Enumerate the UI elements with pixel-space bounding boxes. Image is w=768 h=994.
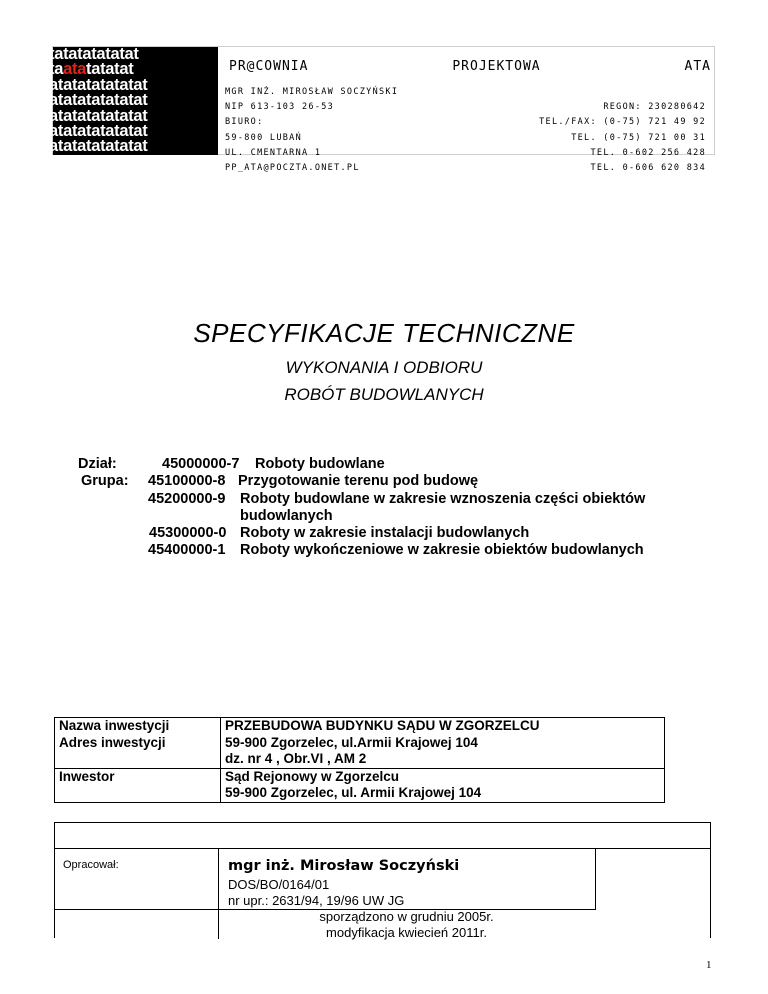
phone-1: TEL. (0-75) 721 00 31 — [571, 132, 706, 143]
logo-row: tatatatatatat — [49, 45, 139, 63]
office-label: BIURO: — [225, 117, 264, 128]
code-number: 45200000-9 — [148, 490, 226, 507]
company-name — [229, 59, 711, 74]
logo-row: atatatatatatat — [49, 137, 148, 156]
divider — [595, 849, 596, 909]
table-cell — [221, 768, 665, 802]
letterhead-contact-left — [225, 85, 398, 176]
logo-row: atatatatatatat — [49, 91, 148, 110]
table-row — [55, 718, 665, 769]
table-cell — [55, 768, 221, 802]
code-text: Przygotowanie terenu pod budowę — [238, 473, 479, 490]
page-number: 1 — [706, 959, 712, 971]
nip-number: NIP 613-103 26-53 — [225, 102, 335, 113]
logo-row: atatatatatatat — [49, 122, 148, 141]
investor-name: Sąd Rejonowy w Zgorzelcu — [225, 768, 400, 784]
table-header-row — [55, 823, 710, 849]
modified-date: modyfikacja kwiecień 2011r. — [326, 925, 487, 940]
blank-line — [539, 85, 706, 100]
dzial-label: Dział: — [78, 456, 117, 472]
ata-logo — [49, 45, 218, 156]
table-cell — [221, 718, 665, 769]
prepared-by-label: Opracował: — [63, 859, 119, 871]
prepared-date: sporządzono w grudniu 2005r. — [319, 909, 494, 924]
table-cell — [55, 718, 221, 769]
logo-row: atatatatatatat — [49, 75, 148, 94]
name-label: Nazwa inwestycji — [59, 718, 170, 733]
document-subtitle-2: ROBÓT BUDOWLANYCH — [284, 385, 484, 404]
office-city: 59-800 LUBAŃ — [225, 132, 303, 143]
letterhead-contact-right — [539, 85, 706, 176]
address-label: Adres inwestycji — [59, 734, 166, 750]
author-license-1: DOS/BO/0164/01 — [228, 877, 330, 892]
investment-table — [54, 717, 665, 803]
logo-row: atatatatatatat — [49, 106, 148, 125]
phone-fax: TEL./FAX: (0-75) 721 49 92 — [539, 117, 706, 128]
code-number: 45000000-7 — [162, 456, 240, 472]
table-row — [55, 768, 665, 802]
office-email: PP_ATA@POCZTA.ONET.PL — [225, 162, 360, 173]
code-text: Roboty budowlane w zakresie wznoszenia części obiektów — [240, 490, 646, 507]
owner-name: MGR INŻ. MIROSŁAW SOCZYŃSKI — [225, 87, 399, 97]
company-name-word: ATA — [684, 59, 711, 74]
regon-number: REGON: 230280642 — [603, 102, 706, 113]
grupa-label: Grupa: — [81, 473, 129, 490]
code-number: 45300000-0 — [149, 525, 227, 542]
prepared-by-table — [54, 822, 711, 938]
company-name-word: PR@COWNIA — [229, 59, 309, 74]
logo-row-highlight: taatatatatat — [49, 60, 134, 79]
document-title: SPECYFIKACJE TECHNICZNE — [193, 318, 575, 348]
investment-address-1: 59-900 Zgorzelec, ul.Armii Krajowej 104 — [225, 734, 478, 750]
code-text: Roboty w zakresie instalacji budowlanych — [240, 525, 530, 542]
letterhead — [49, 45, 715, 173]
author-name: mgr inż. Mirosław Soczyński — [228, 858, 460, 874]
phone-3: TEL. 0-606 620 834 — [590, 162, 706, 173]
investment-name: PRZEBUDOWA BUDYNKU SĄDU W ZGORZELCU — [225, 718, 540, 733]
investor-label: Inwestor — [59, 768, 115, 784]
code-text: budowlanych — [240, 507, 333, 524]
code-number: 45400000-1 — [148, 542, 226, 559]
code-text: Roboty budowlane — [255, 456, 385, 472]
investment-address-2: dz. nr 4 , Obr.VI , AM 2 — [225, 751, 367, 766]
office-street: UL. CMENTARNA 1 — [225, 147, 322, 158]
company-name-word: PROJEKTOWA — [452, 59, 541, 74]
author-license-2: nr upr.: 2631/94, 19/96 UW JG — [228, 893, 405, 908]
code-number: 45100000-8 — [148, 473, 226, 490]
investor-address: 59-900 Zgorzelec, ul. Armii Krajowej 104 — [225, 785, 482, 800]
document-subtitle-1: WYKONANIA I ODBIORU — [285, 358, 483, 377]
code-text: Roboty wykończeniowe w zakresie obiektów budowlanych — [240, 542, 644, 559]
phone-2: TEL. 0-602 256 428 — [590, 147, 706, 158]
